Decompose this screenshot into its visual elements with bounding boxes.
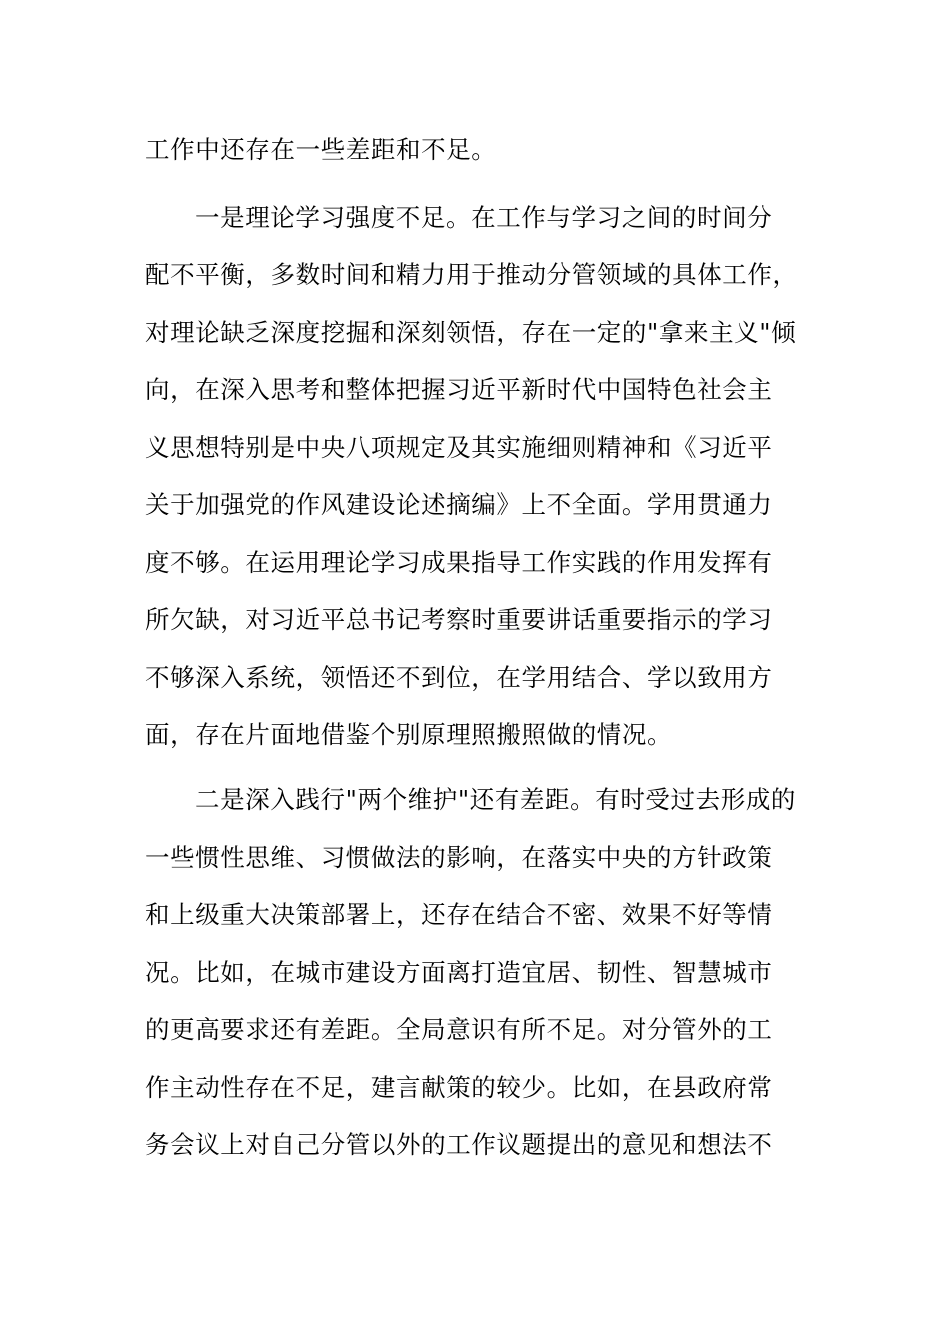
paragraph-line: 况。比如，在城市建设方面离打造宜居、韧性、智慧城市 <box>145 958 773 987</box>
paragraph-line: 工作中还存在一些差距和不足。 <box>145 135 497 164</box>
paragraph-line: 所欠缺，对习近平总书记考察时重要讲话重要指示的学习 <box>145 605 773 634</box>
paragraph-line: 不够深入系统，领悟还不到位，在学用结合、学以致用方 <box>145 663 773 692</box>
paragraph-line: 一是理论学习强度不足。在工作与学习之间的时间分 <box>195 203 773 232</box>
paragraph-line: 的更高要求还有差距。全局意识有所不足。对分管外的工 <box>145 1015 773 1044</box>
paragraph-line: 一些惯性思维、习惯做法的影响，在落实中央的方针政策 <box>145 843 773 872</box>
paragraph-line: 义思想特别是中央八项规定及其实施细则精神和《习近平 <box>145 433 773 462</box>
paragraph-line: 配不平衡，多数时间和精力用于推动分管领域的具体工作， <box>145 260 798 289</box>
paragraph-line: 和上级重大决策部署上，还存在结合不密、效果不好等情 <box>145 900 773 929</box>
paragraph-line: 二是深入践行"两个维护"还有差距。有时受过去形成的 <box>195 785 797 814</box>
paragraph-line: 面，存在片面地借鉴个别原理照搬照做的情况。 <box>145 720 673 749</box>
paragraph-line: 向，在深入思考和整体把握习近平新时代中国特色社会主 <box>145 375 773 404</box>
paragraph-line: 作主动性存在不足，建言献策的较少。比如，在县政府常 <box>145 1073 773 1102</box>
paragraph-line: 关于加强党的作风建设论述摘编》上不全面。学用贯通力 <box>145 490 773 519</box>
paragraph-line: 务会议上对自己分管以外的工作议题提出的意见和想法不 <box>145 1130 773 1159</box>
paragraph-line: 度不够。在运用理论学习成果指导工作实践的作用发挥有 <box>145 548 773 577</box>
paragraph-line: 对理论缺乏深度挖掘和深刻领悟，存在一定的"拿来主义"倾 <box>145 318 797 347</box>
